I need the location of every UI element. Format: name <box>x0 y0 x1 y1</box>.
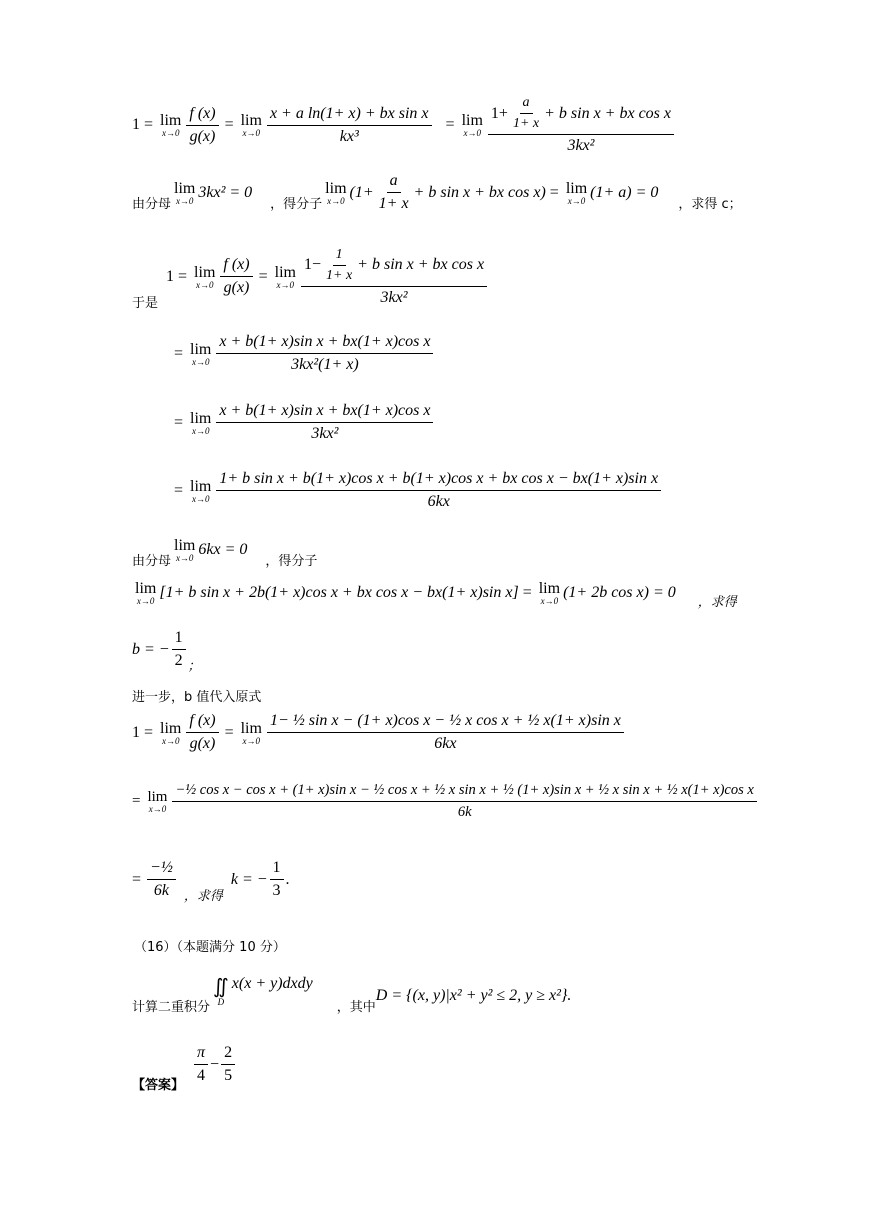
fraction: $\frac{\text{x + a ln(1+ x) + bx sin x}}{\text{kx³}}$ <box>267 105 432 146</box>
limit: lim x→0 <box>461 112 483 138</box>
equation-b-value <box>132 625 201 674</box>
limit: lim x→0 <box>240 112 262 138</box>
limit: lim x→0 <box>194 263 216 290</box>
fraction-half: $\frac{1}{2}$ <box>172 629 186 670</box>
limit-value: (1+ 2b cos x) = 0 <box>563 583 676 601</box>
fraction: 1+ $\frac{a}{1+ x}$ + b sin x + bx cos x 3kx² <box>488 95 674 155</box>
integrand: x(x + y)dxdy <box>231 974 313 992</box>
period: . <box>285 870 290 888</box>
limit: lim x→0 <box>160 719 182 746</box>
limit: lim x→0 <box>325 179 347 206</box>
equation-7: = lim x→0 −½ cos x − cos x + (1+ x)sin x − ½ cos x + ½ x sin x + ½ (1+ x)sin x + ½ x sin x + ½ x(1+ x)cos x 6k <box>132 782 759 821</box>
one: 1 <box>166 267 175 285</box>
one: 1 <box>132 116 140 133</box>
line-denominator-2 <box>132 530 317 569</box>
limit: lim x→0 <box>135 579 157 606</box>
fraction-third: $\frac{1}{3}$ <box>270 859 284 900</box>
limit: lim x→0 <box>538 579 561 606</box>
fraction-pi-4: $\frac{\pi}{4}$ <box>194 1044 208 1085</box>
equation-6: 1 = lim x→0 $\frac{f (x)}{g(x)}$ = lim x→0 $\frac{\text{1− ½ sin x − (1+ x)cos x − ½ x cos x + ½ x(1+ x)sin x}}{6kx}$ <box>132 712 626 753</box>
equation-bracket: lim x→0 [1+ b sin x + 2b(1+ x)cos x + bx cos x − bx(1+ x)sin x] = lim x→0 (1+ 2b cos x) = 0 ，求得 <box>135 579 737 610</box>
line-double-integral <box>132 966 571 1015</box>
k-equals: k = − <box>230 870 268 888</box>
limit: lim x→0 <box>190 409 212 436</box>
domain-set: D = {(x, y)|x² + y² ≤ 2, y ≥ x²}. <box>375 986 572 1004</box>
answer-line <box>132 1036 237 1093</box>
double-integral-sign: ∬ D <box>213 976 229 1007</box>
expr: + b sin x + bx cos x) <box>413 183 546 201</box>
limit-value: 3kx² = 0 <box>198 183 253 201</box>
text-by-denominator: 由分母 <box>132 197 172 212</box>
one: 1 <box>132 723 140 741</box>
expr: [1+ b sin x + 2b(1+ x)cos x + bx cos x − bx(1+ x)sin x] <box>159 583 519 601</box>
limit: lim x→0 <box>240 719 262 746</box>
text-get-numerator: ，得分子 <box>265 554 318 569</box>
fraction-f-over-g: $\frac{f (x)}{g(x)}$ <box>220 256 252 297</box>
text-get-numerator: ，得分子 <box>270 197 323 212</box>
expr: (1+ <box>349 183 374 201</box>
fraction: $\frac{\text{x + b(1+ x)sin x + bx(1+ x)cos x}}{\text{3kx²}}$ <box>216 402 433 443</box>
equation-1: 1 = lim x→0 $\frac{f (x)}{g(x)}$ = lim x→0 $\frac{\text{x + a ln(1+ x) + bx sin x}}{\text{kx³}}$ = lim x→0 1+ $\frac{a}{1+ x}$ + b sin x + bx cos x 3kx² <box>132 95 676 155</box>
text-compute: 计算二重积分 <box>132 1000 211 1015</box>
problem-16-heading: （16）（本题满分 10 分） <box>134 940 286 955</box>
fraction: 1+ b sin x + b(1+ x)cos x + b(1+ x)cos x + bx cos x − bx(1+ x)sin x 6kx <box>216 470 661 511</box>
fraction-f-over-g: $\frac{f (x)}{g(x)}$ <box>186 105 218 146</box>
fraction-f-over-g: $\frac{f (x)}{g(x)}$ <box>186 712 218 753</box>
line-denominator: 由分母 lim x→0 3kx² = 0 ，得分子 lim x→0 (1+ $\frac{a}{1+ x}$ + b sin x + bx cos x) = lim x→0 (1+ a) = 0 ，求得 c； <box>132 172 742 212</box>
limit: lim x→0 <box>147 789 168 814</box>
b-equals: b = − <box>132 640 170 658</box>
limit: lim x→0 <box>160 112 182 138</box>
text-semicolon: ； <box>187 659 201 674</box>
limit: lim x→0 <box>174 179 196 206</box>
text-solve-c: ，求得 c； <box>678 197 742 212</box>
limit: lim x→0 <box>274 263 296 290</box>
limit: lim x→0 <box>190 477 212 504</box>
text-further: 进一步，b 值代入原式 <box>132 690 262 705</box>
text-by-denominator: 由分母 <box>132 554 172 569</box>
equation-2: 于是 1 = lim x→0 $\frac{f (x)}{g(x)}$ = lim x→0 1− $\frac{1}{1+ x}$ + b sin x + bx cos x 3kx² <box>132 242 489 311</box>
fraction: 1− $\frac{1}{1+ x}$ + b sin x + bx cos x 3kx² <box>301 247 487 307</box>
equation-3: = lim x→0 $\frac{\text{x + b(1+ x)sin x + bx(1+ x)cos x}}{\text{3kx²(1+ x)}}$ <box>170 333 435 374</box>
text-therefore: 于是 <box>132 296 159 311</box>
fraction-final: $\frac{\text{−½}}{6k}$ <box>147 859 176 900</box>
limit-value: (1+ a) = 0 <box>590 183 659 201</box>
fraction: $\frac{\text{x + b(1+ x)sin x + bx(1+ x)cos x}}{\text{3kx²(1+ x)}}$ <box>216 333 433 374</box>
answer-label: 【答案】 <box>132 1078 185 1093</box>
equation-final: = $\frac{\text{−½}}{6k}$ ，求得 k = − $\frac{1}{3}$ . <box>132 859 290 904</box>
fraction-2-5: $\frac{2}{5}$ <box>221 1044 235 1085</box>
limit: lim x→0 <box>174 536 196 563</box>
text-where: ，其中 <box>336 1000 376 1015</box>
fraction: −½ cos x − cos x + (1+ x)sin x − ½ cos x + ½ x sin x + ½ (1+ x)sin x + ½ x sin x + ½ x(1+ x)cos x 6k <box>172 782 756 821</box>
minus: − <box>210 1055 220 1073</box>
text-comma-solve: ，求得 <box>183 889 223 904</box>
limit: lim x→0 <box>565 179 588 206</box>
equation-5: = lim x→0 1+ b sin x + b(1+ x)cos x + b(1+ x)cos x + bx cos x − bx(1+ x)sin x 6kx <box>170 470 663 511</box>
limit: lim x→0 <box>190 340 212 367</box>
fraction: $\frac{\text{1− ½ sin x − (1+ x)cos x − ½ x cos x + ½ x(1+ x)sin x}}{6kx}$ <box>267 712 624 753</box>
fraction: $\frac{a}{1+ x}$ <box>378 172 409 212</box>
limit-value: 6kx = 0 <box>198 540 248 558</box>
equation-4: = lim x→0 $\frac{\text{x + b(1+ x)sin x + bx(1+ x)cos x}}{\text{3kx²}}$ <box>170 402 435 443</box>
text-solve-get: ，求得 <box>697 595 737 610</box>
